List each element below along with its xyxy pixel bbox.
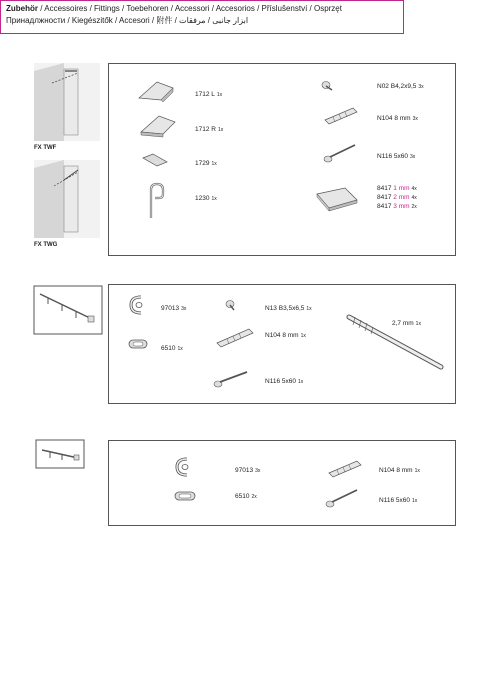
part-label: N13 B3,5x6,5 1x [265, 305, 312, 312]
fx-twf-thumbnail [34, 63, 100, 141]
fittings-box-3 [108, 440, 456, 526]
header-line-1: Zubehör / Accessoires / Fittings / Toebehoren / Accessori / Accesorios / Příslušenství / Osprzęt [6, 4, 342, 13]
screw-n02-icon [321, 80, 335, 92]
part-label: 1729 1x [195, 160, 217, 167]
wall-plug-n104-icon [213, 325, 257, 349]
part-label: 6510 2x [235, 493, 257, 500]
accessories-header [0, 0, 404, 34]
strip-1729-icon [141, 152, 171, 168]
clip-97013-icon [127, 293, 149, 319]
rail-kit-small-thumbnail [36, 440, 84, 468]
screw-n116-icon [325, 487, 361, 509]
part-label: 1712 R 1x [195, 126, 224, 133]
cap-6510-icon [173, 489, 197, 503]
part-label: 97013 3x [235, 467, 261, 474]
variant-label-fx-twg: FX TWG [34, 242, 58, 248]
part-label: N104 8 mm 3x [377, 115, 418, 122]
fittings-box-2 [108, 284, 456, 404]
part-label: 8417 1 mm 4x [377, 185, 417, 192]
part-label: 1230 1x [195, 195, 217, 202]
part-label: N116 5x60 1x [265, 378, 304, 385]
cap-6510-icon [127, 337, 149, 351]
variant-label-fx-twf: FX TWF [34, 145, 57, 151]
part-label: N104 8 mm 1x [379, 467, 420, 474]
rail-kit-thumbnail [34, 286, 102, 334]
bracket-1712-r-icon [137, 112, 179, 138]
part-label: N116 5x60 3x [377, 153, 416, 160]
header-line-2: Принадлжности / Kiegészitők / Accesori / 附件 / ابزار جانبی / مرفقات [6, 16, 249, 25]
clip-97013-icon [173, 455, 195, 481]
wall-plug-n104-icon [321, 104, 361, 128]
part-label: 8417 2 mm 4x [377, 194, 417, 201]
screw-n116-icon [323, 142, 359, 164]
part-label: N02 B4,2x9,5 3x [377, 83, 424, 90]
part-label: 1712 L 1x [195, 91, 223, 98]
screw-n13-icon [225, 299, 239, 311]
screw-n116-icon [213, 369, 251, 389]
part-label: 6510 1x [161, 345, 183, 352]
part-label: 8417 3 mm 2x [377, 203, 417, 210]
fx-twg-thumbnail [34, 160, 100, 238]
bracket-1712-l-icon [137, 78, 177, 102]
part-label: 97013 3x [161, 305, 187, 312]
wall-plug-n104-icon [325, 457, 365, 479]
part-label: 2,7 mm 1x [392, 320, 421, 327]
part-label: N104 8 mm 1x [265, 332, 306, 339]
hook-1230-icon [147, 182, 167, 220]
fittings-box-1 [108, 63, 456, 256]
shim-8417-icon [315, 186, 359, 212]
part-label: N116 5x60 1x [379, 497, 418, 504]
